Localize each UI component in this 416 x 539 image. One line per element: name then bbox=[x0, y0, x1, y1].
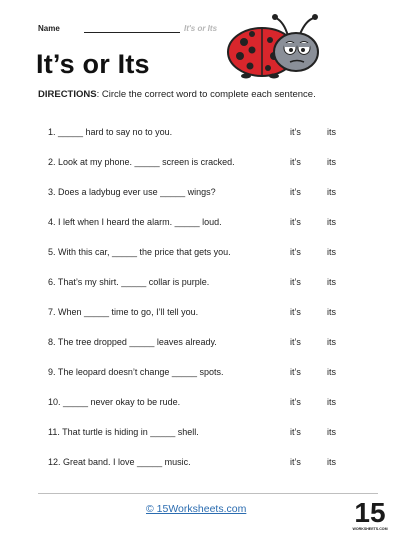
question-text: 11. That turtle is hiding in _____ shell. bbox=[48, 427, 199, 437]
answer-option-its-contraction[interactable]: it’s bbox=[290, 397, 301, 407]
answer-option-its-contraction[interactable]: it’s bbox=[290, 187, 301, 197]
answer-option-its-contraction[interactable]: it’s bbox=[290, 157, 301, 167]
answer-option-its-contraction[interactable]: it’s bbox=[290, 457, 301, 467]
question-text: 9. The leopard doesn’t change _____ spots. bbox=[48, 367, 224, 377]
question-row bbox=[0, 157, 416, 173]
answer-option-its-contraction[interactable]: it’s bbox=[290, 337, 301, 347]
question-row bbox=[0, 457, 416, 473]
answer-option-its-contraction[interactable]: it’s bbox=[290, 217, 301, 227]
directions-text: : Circle the correct word to complete each sentence. bbox=[96, 89, 316, 100]
answer-option-its-possessive[interactable]: its bbox=[327, 337, 336, 347]
answer-option-its-possessive[interactable]: its bbox=[327, 247, 336, 257]
answer-option-its-possessive[interactable]: its bbox=[327, 397, 336, 407]
worksheet-subtitle: It's or Its bbox=[184, 24, 218, 33]
footer-divider bbox=[38, 493, 378, 494]
question-text: 2. Look at my phone. _____ screen is cracked. bbox=[48, 157, 235, 167]
answer-option-its-possessive[interactable]: its bbox=[327, 187, 336, 197]
question-text: 5. With this car, _____ the price that gets you. bbox=[48, 247, 231, 257]
answer-option-its-possessive[interactable]: its bbox=[327, 277, 336, 287]
question-row bbox=[0, 277, 416, 293]
question-row bbox=[0, 187, 416, 203]
question-text: 6. That’s my shirt. _____ collar is purple. bbox=[48, 277, 210, 287]
question-text: 10. _____ never okay to be rude. bbox=[48, 397, 181, 407]
question-text: 12. Great band. I love _____ music. bbox=[48, 457, 191, 467]
answer-option-its-possessive[interactable]: its bbox=[327, 157, 336, 167]
question-text: 8. The tree dropped _____ leaves already. bbox=[48, 337, 217, 347]
copyright-text[interactable]: © 15Worksheets.com bbox=[146, 503, 247, 515]
question-row bbox=[0, 427, 416, 443]
answer-option-its-contraction[interactable]: it’s bbox=[290, 247, 301, 257]
answer-option-its-possessive[interactable]: its bbox=[327, 127, 336, 137]
question-row bbox=[0, 307, 416, 323]
question-row bbox=[0, 397, 416, 413]
logo-number: 15 bbox=[354, 497, 386, 528]
answer-option-its-possessive[interactable]: its bbox=[327, 367, 336, 377]
answer-option-its-contraction[interactable]: it’s bbox=[290, 127, 301, 137]
ladybug-illustration bbox=[222, 12, 328, 80]
question-row bbox=[0, 367, 416, 383]
footer-link[interactable] bbox=[146, 503, 246, 515]
answer-option-its-possessive[interactable]: its bbox=[327, 307, 336, 317]
question-row bbox=[0, 337, 416, 353]
question-text: 3. Does a ladybug ever use _____ wings? bbox=[48, 187, 216, 197]
question-text: 1. _____ hard to say no to you. bbox=[48, 127, 173, 137]
question-text: 7. When _____ time to go, I’ll tell you. bbox=[48, 307, 199, 317]
page-title: It’s or Its bbox=[36, 49, 150, 79]
directions-label: DIRECTIONS bbox=[38, 89, 97, 100]
question-row bbox=[0, 127, 416, 143]
answer-option-its-possessive[interactable]: its bbox=[327, 457, 336, 467]
directions bbox=[38, 89, 316, 100]
answer-option-its-possessive[interactable]: its bbox=[327, 217, 336, 227]
answer-option-its-contraction[interactable]: it’s bbox=[290, 367, 301, 377]
question-row bbox=[0, 247, 416, 263]
answer-option-its-contraction[interactable]: it’s bbox=[290, 277, 301, 287]
15worksheets-logo bbox=[352, 496, 388, 532]
answer-option-its-contraction[interactable]: it’s bbox=[290, 427, 301, 437]
question-text: 4. I left when I heard the alarm. _____ loud. bbox=[48, 217, 222, 227]
name-line[interactable] bbox=[84, 32, 180, 33]
logo-text: WORKSHEETS.COM bbox=[352, 527, 388, 531]
answer-option-its-contraction[interactable]: it’s bbox=[290, 307, 301, 317]
name-label: Name bbox=[38, 24, 60, 33]
question-row bbox=[0, 217, 416, 233]
answer-option-its-possessive[interactable]: its bbox=[327, 427, 336, 437]
